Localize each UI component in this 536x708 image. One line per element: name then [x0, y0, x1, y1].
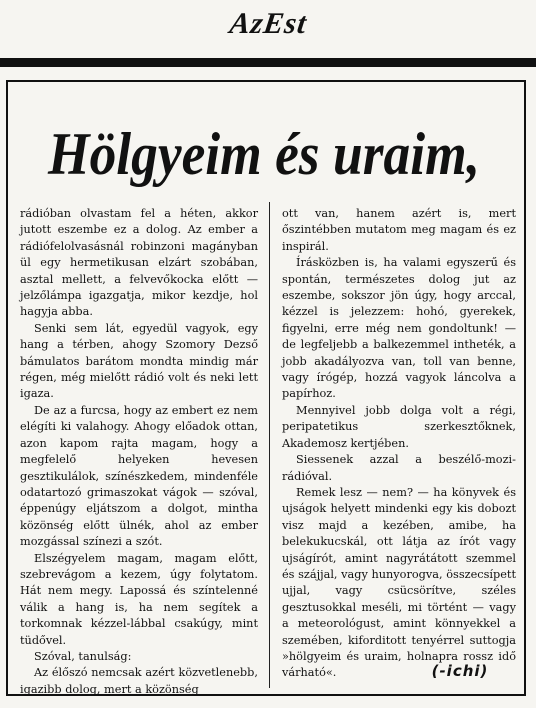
- masthead: [0, 4, 536, 44]
- paragraph: Elszégyelem magam, magam előtt, szebrevágom a kezem, úgy folytatom. Hát nem megy. Lapossá és színtelenné válik a hang is, ha nem segítek a torkomnak kézzel-lábbal csakúgy, mint tüdővel.: [20, 551, 258, 647]
- headline-text: Hölgyeim és uraim,: [47, 121, 480, 187]
- headline: [44, 96, 484, 200]
- author-signature: (-ichi): [431, 662, 489, 680]
- paragraph: Az élőszó nemcsak azért közvetlenebb, igazibb dolog, mert a közönség: [20, 666, 258, 696]
- paragraph: Mennyivel jobb dolga volt a régi, peripatetikus szerkesztőknek, Akademosz kertjében.: [282, 403, 516, 450]
- paragraph: rádióban olvastam fel a héten, akkor jutott eszembe ez a dolog. Az ember a rádiófelolvasásnál robinzoni magányban ül egy hermetikusan elzárt szobában, asztal mellett, a felvevőkocka előtt — jelzőlámpa igazgatja, mikor kezdje, hol hagyja abba.: [20, 207, 258, 319]
- paragraph: Senki sem lát, egyedül vagyok, egy hang a térben, ahogy Szomory Dezső bámulatos barátom mondta mindig már régen, még mielőtt rádió volt és neki lett igaza.: [20, 321, 258, 401]
- masthead-title: AzEst: [227, 7, 309, 40]
- paragraph: Siessenek azzal a beszélő-mozi-rádióval.: [282, 453, 516, 483]
- masthead-rule: [0, 58, 536, 67]
- column-left: [20, 206, 258, 698]
- column-divider: [269, 202, 270, 688]
- paragraph: Remek lesz — nem? — ha könyvek és ujságok helyett mindenki egy kis dobozt visz majd a kezében, amibe, ha belekukucskál, ott látja az írót vagy ujságírót, amint nagyrátátott szemmel és szájjal, vagy hunyorogva, összecsípett ujjal, vagy csücsörítve, széles gesztusokkal meséli, mi történt — vagy a meteorológust, amint könnyekkel a szemében, kiforditott tenyérrel suttogja »hölgyeim és uraim, holnapra rossz idő várható«.: [282, 485, 516, 680]
- paragraph: Írásközben is, ha valami egyszerű és spontán, természetes dolog jut az eszembe, sokszor jön úgy, hogy arccal, kézzel is jelezzem: hohó, gyerekek, figyelni, erre még nem gondoltunk! — de legfeljebb a balkezemmel intheték, a jobb akadályozva van, toll van benne, vagy írógép, hozzá vagyok láncolva a papírhoz.: [282, 256, 516, 401]
- column-right: [282, 206, 516, 682]
- paragraph: De az a furcsa, hogy az embert ez nem elégíti ki valahogy. Ahogy előadok ottan, azon kapom rajta magam, hogy a megfelelő helyeken hevesen gesztikulálok, színészkedem, mindenféle odatartozó grimaszokat vágok — szóval, éppenúgy eljátszom a dolgot, mintha közönség előtt ülnék, ahol az ember mozgással színezi a szót.: [20, 403, 258, 549]
- paragraph: ott van, hanem azért is, mert őszintébben mutatom meg magam és ez inspirál.: [282, 207, 516, 253]
- paragraph: Szóval, tanulság:: [34, 649, 132, 663]
